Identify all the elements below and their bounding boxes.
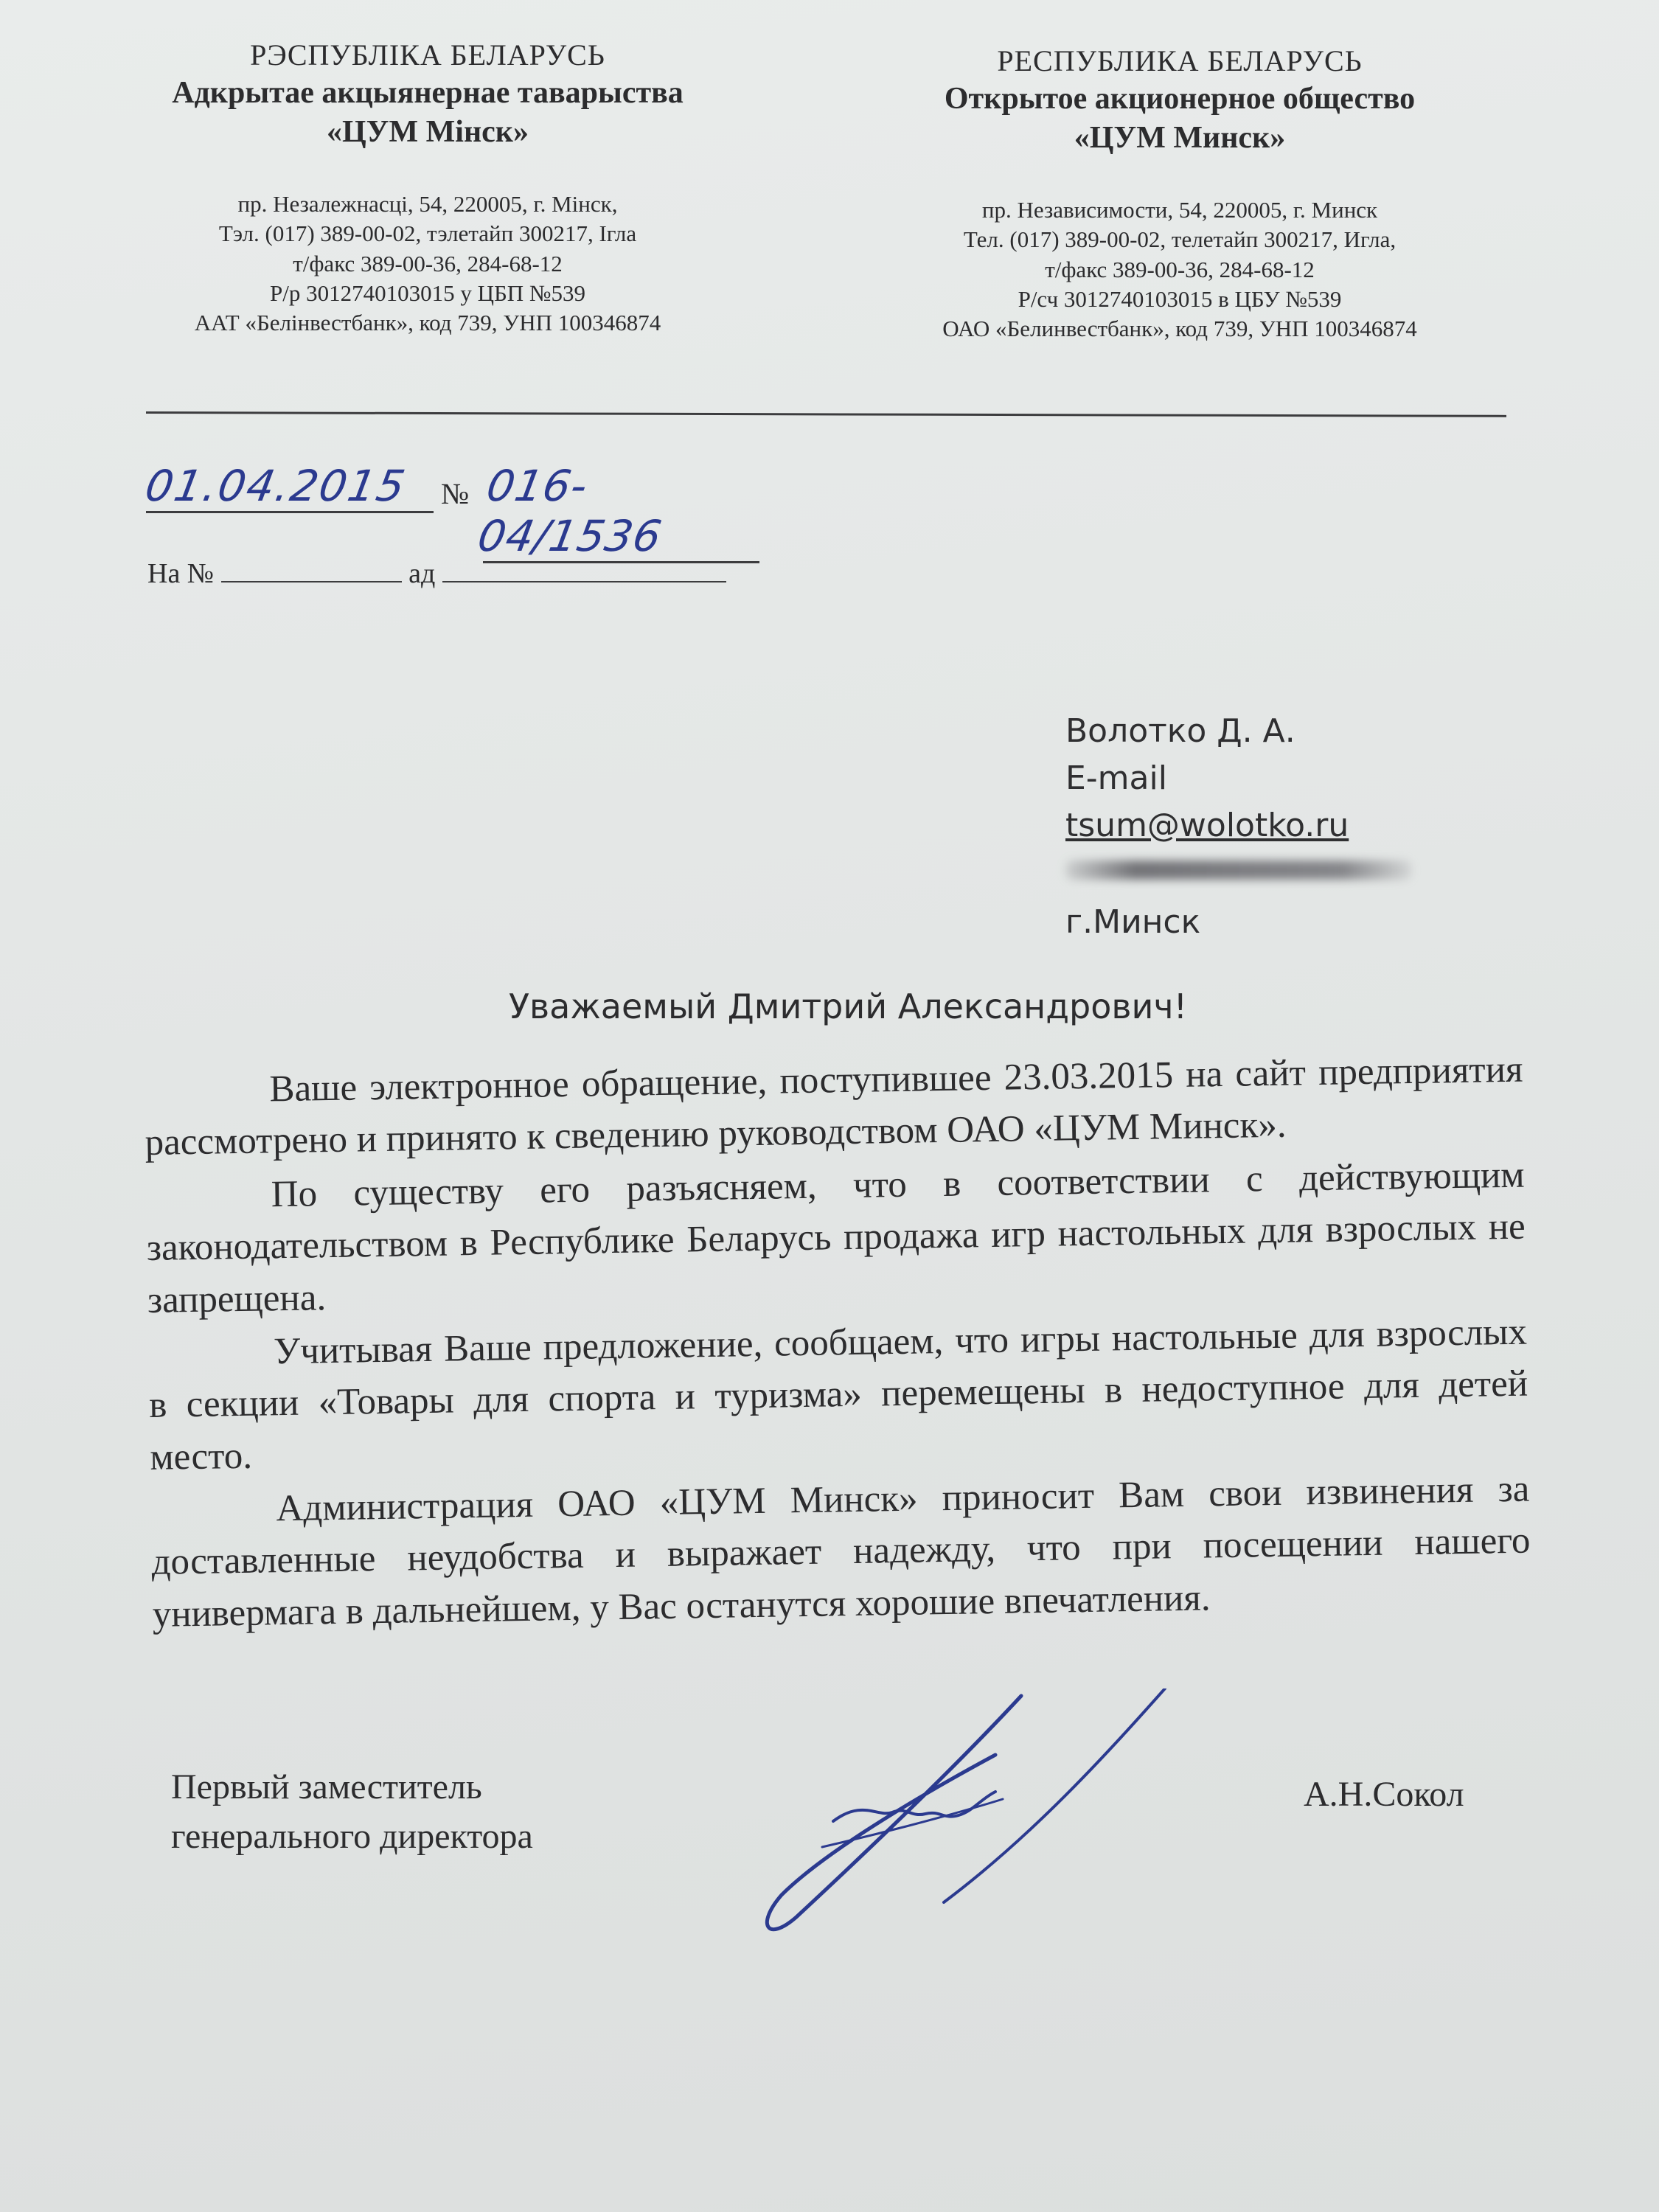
outgoing-date: 01.04.2015 bbox=[142, 461, 411, 511]
letterhead-org-type: Открытое акционерное общество bbox=[944, 82, 1416, 116]
letterhead-russian bbox=[863, 43, 1497, 344]
signatory-name: А.Н.Сокол bbox=[1304, 1775, 1464, 1814]
body-paragraph: Учитывая Ваше предложение, сообщаем, что игры настольные для взрослых в секции «Товары для спорта и туризма» перемещены в недоступное для детей место. bbox=[148, 1311, 1528, 1478]
salutation: Уважаемый Дмитрий Александрович! bbox=[509, 987, 1188, 1026]
letterhead-bank-line: ОАО «Белинвестбанк», код 739, УНП 100346874 bbox=[942, 316, 1417, 342]
signatory-title-line: Первый заместитель bbox=[171, 1767, 482, 1806]
letterhead-account-line: Р/р 3012740103015 у ЦБП №539 bbox=[269, 279, 585, 306]
body-paragraph: Администрация ОАО «ЦУМ Минск» приносит Вам свои извинения за доставленные неудобства и выражает надежду, что при посещении нашего универмага в дальнейшем, у Вас останутся хорошие впечатления. bbox=[151, 1468, 1531, 1635]
letter-body bbox=[144, 1044, 1531, 1642]
reference-number-blank bbox=[221, 554, 402, 582]
letterhead-org-name: «ЦУМ Минск» bbox=[1074, 120, 1286, 155]
addressee-block bbox=[1065, 708, 1412, 946]
outgoing-number: 016-04/1536 bbox=[474, 461, 666, 561]
redacted-address bbox=[1065, 860, 1412, 880]
signatory-title-line: генерального директора bbox=[171, 1817, 533, 1857]
letterhead-phone-line: Тел. (017) 389-00-02, телетайп 300217, Игла, bbox=[963, 226, 1397, 253]
letterhead-address-line: пр. Незалежнасці, 54, 220005, г. Мінск, bbox=[237, 191, 618, 217]
outgoing-number-field bbox=[474, 461, 759, 563]
letterhead-account-line: Р/сч 3012740103015 в ЦБУ №539 bbox=[1018, 285, 1342, 312]
letterhead-fax-line: т/факс 389-00-36, 284-68-12 bbox=[1045, 256, 1315, 282]
body-paragraph: По существу его разъясняем, что в соответствии с действующим законодательством в Республике Беларусь продажа игр настольных для взрослых не запрещена. bbox=[146, 1154, 1526, 1321]
handwritten-signature bbox=[752, 1688, 1194, 1939]
letterhead-country: РЭСПУБЛІКА БЕЛАРУСЬ bbox=[250, 38, 605, 72]
letterhead-belarusian bbox=[111, 37, 745, 338]
reference-date-label: ад bbox=[408, 558, 436, 589]
letterhead-country: РЕСПУБЛИКА БЕЛАРУСЬ bbox=[997, 44, 1363, 77]
addressee-email-label: E-mail bbox=[1065, 759, 1167, 797]
number-sign: № bbox=[441, 477, 470, 510]
outgoing-date-field bbox=[142, 461, 434, 513]
letterhead-divider bbox=[146, 411, 1506, 417]
addressee-city: г.Минск bbox=[1065, 903, 1201, 942]
letterhead-phone-line: Тэл. (017) 389-00-02, тэлетайп 300217, Ігла bbox=[218, 220, 637, 247]
addressee-name: Волотко Д. А. bbox=[1065, 712, 1295, 750]
reference-date-blank bbox=[442, 554, 726, 582]
letterhead-org-type: Адкрытае акцыянернае таварыства bbox=[172, 76, 684, 110]
body-paragraph: Ваше электронное обращение, поступившее 23.03.2015 на сайт предприятия рассмотрено и принято к сведению руководством ОАО «ЦУМ Минск». bbox=[145, 1048, 1523, 1164]
letterhead-org-name: «ЦУМ Мінск» bbox=[327, 114, 529, 149]
letterhead-fax-line: т/факс 389-00-36, 284-68-12 bbox=[293, 250, 563, 276]
reference-row bbox=[147, 554, 726, 590]
signatory-title bbox=[171, 1762, 533, 1861]
reference-number-label: На № bbox=[147, 558, 215, 589]
letterhead-address-line: пр. Независимости, 54, 220005, г. Минск bbox=[981, 197, 1378, 223]
addressee-email: tsum@wolotko.ru bbox=[1065, 806, 1349, 844]
letterhead-bank-line: ААТ «Белінвестбанк», код 739, УНП 100346874 bbox=[194, 310, 661, 336]
